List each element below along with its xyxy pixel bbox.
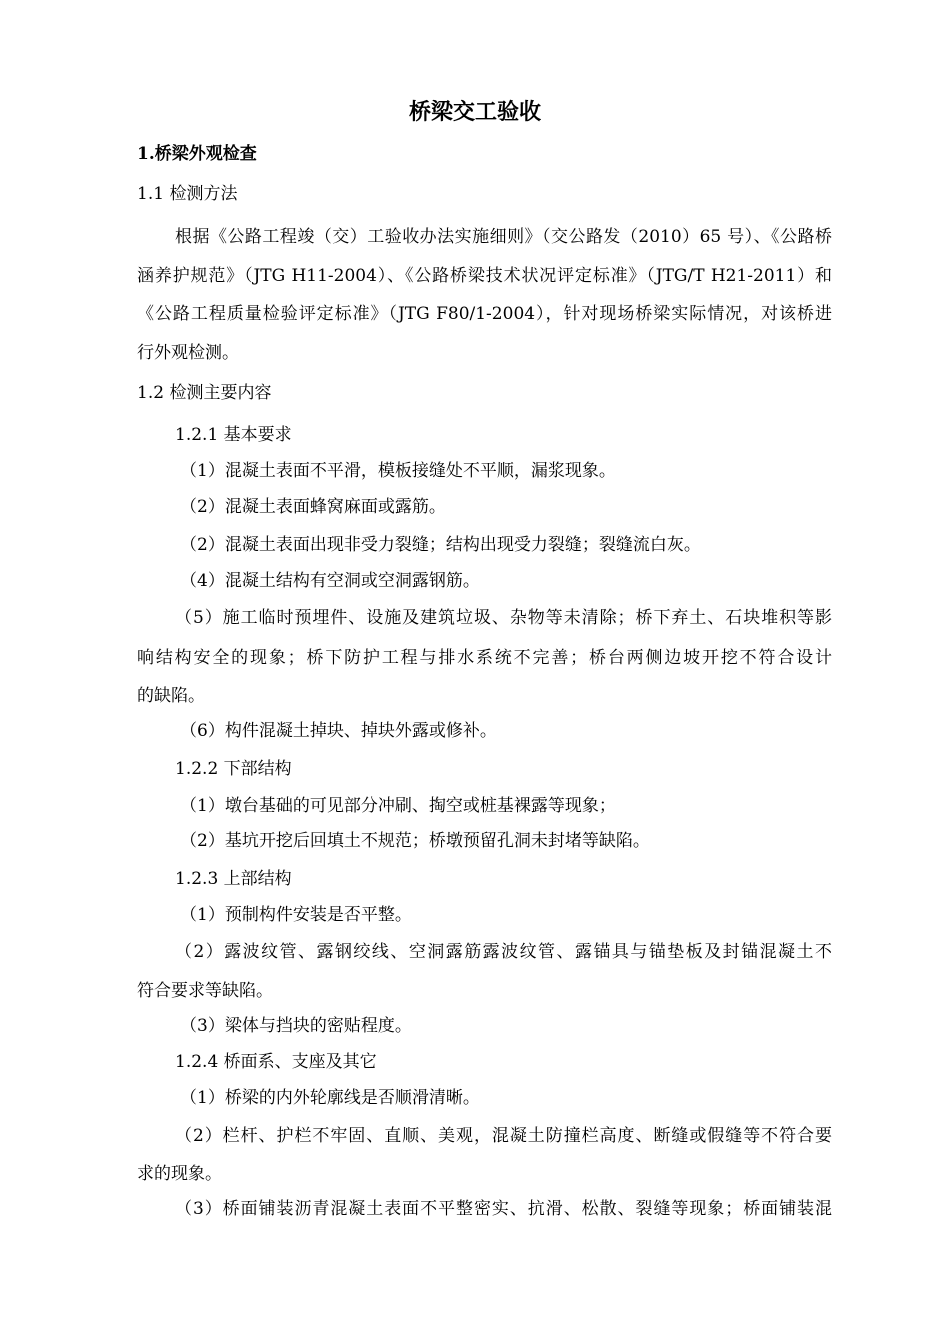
list-item: 的缺陷。 xyxy=(137,686,205,706)
paragraph-line: 行外观检测。 xyxy=(137,343,239,363)
section-heading-1-2-4: 1.2.4 桥面系、支座及其它 xyxy=(175,1052,377,1072)
list-item: （1）墩台基础的可见部分冲刷、掏空或桩基裸露等现象； xyxy=(180,796,616,816)
section-heading-1-1: 1.1 检测方法 xyxy=(137,184,238,204)
list-item: （5）施工临时预埋件、设施及建筑垃圾、杂物等未清除；桥下弃土、石块堆积等影 xyxy=(175,608,832,628)
section-heading-1: 1.桥梁外观检查 xyxy=(137,144,257,164)
paragraph-line: 涵养护规范》（JTG H11-2004）、《公路桥梁技术状况评定标准》（JTG/T H21-2011）和 xyxy=(137,266,832,286)
section-heading-1-2-3: 1.2.3 上部结构 xyxy=(175,869,292,889)
list-item: （2）基坑开挖后回填土不规范；桥墩预留孔洞未封堵等缺陷。 xyxy=(180,831,650,851)
paragraph-line: 根据《公路工程竣（交）工验收办法实施细则》（交公路发（2010）65 号）、《公路桥 xyxy=(175,227,832,247)
list-item: （1）混凝土表面不平滑，模板接缝处不平顺，漏浆现象。 xyxy=(180,461,616,481)
list-item: （2）混凝土表面蜂窝麻面或露筋。 xyxy=(180,497,446,517)
section-heading-1-2-2: 1.2.2 下部结构 xyxy=(175,759,292,779)
paragraph-line: 《公路工程质量检验评定标准》（JTG F80/1-2004），针对现场桥梁实际情况，对该桥进 xyxy=(137,304,832,324)
list-item: （2）栏杆、护栏不牢固、直顺、美观，混凝土防撞栏高度、断缝或假缝等不符合要 xyxy=(175,1126,832,1146)
list-item: （1）桥梁的内外轮廓线是否顺滑清晰。 xyxy=(180,1088,480,1108)
list-item: （4）混凝土结构有空洞或空洞露钢筋。 xyxy=(180,571,480,591)
list-item: （6）构件混凝土掉块、掉块外露或修补。 xyxy=(180,721,497,741)
list-item: （3）桥面铺装沥青混凝土表面不平整密实、抗滑、松散、裂缝等现象；桥面铺装混 xyxy=(175,1199,832,1219)
section-heading-1-2-1: 1.2.1 基本要求 xyxy=(175,425,292,445)
list-item: 求的现象。 xyxy=(137,1164,222,1184)
list-item: （2）混凝土表面出现非受力裂缝；结构出现受力裂缝；裂缝流白灰。 xyxy=(180,535,701,555)
list-item: （1）预制构件安装是否平整。 xyxy=(180,905,412,925)
section-heading-1-2: 1.2 检测主要内容 xyxy=(137,383,272,403)
list-item: （3）梁体与挡块的密贴程度。 xyxy=(180,1016,412,1036)
list-item: 响结构安全的现象；桥下防护工程与排水系统不完善；桥台两侧边坡开挖不符合设计 xyxy=(137,648,832,668)
list-item: （2）露波纹管、露钢绞线、空洞露筋露波纹管、露锚具与锚垫板及封锚混凝土不 xyxy=(175,942,832,962)
list-item: 符合要求等缺陷。 xyxy=(137,981,273,1001)
page-title: 桥梁交工验收 xyxy=(408,99,541,125)
